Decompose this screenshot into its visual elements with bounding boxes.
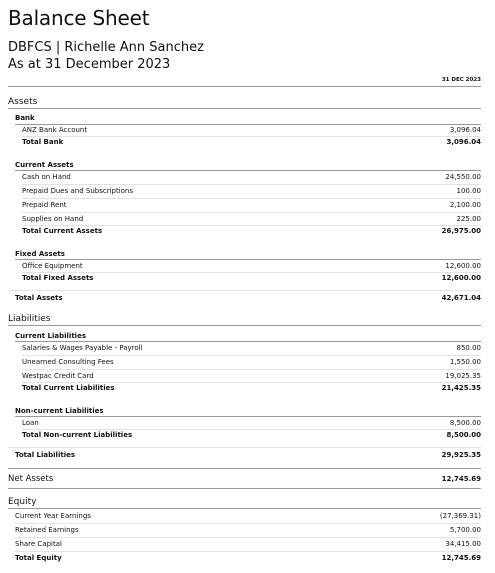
total-label: Total Assets <box>15 294 63 302</box>
organisation-name: DBFCS | Richelle Ann Sanchez <box>8 40 204 55</box>
account-row[interactable] <box>8 417 481 429</box>
total-row-current-liabilities <box>8 382 481 394</box>
total-row-assets <box>8 292 481 304</box>
total-label: Total Current Assets <box>22 227 103 235</box>
account-row[interactable] <box>8 356 481 368</box>
account-amount: 19,025.35 <box>445 372 481 380</box>
total-label: Total Equity <box>15 554 62 562</box>
account-amount: 24,550.00 <box>445 173 481 181</box>
account-amount: 225.00 <box>456 215 481 223</box>
total-divider <box>8 447 481 448</box>
group-label: Fixed Assets <box>15 250 65 258</box>
total-label: Total Non-current Liabilities <box>22 431 133 439</box>
account-amount: 8,500.00 <box>449 419 481 427</box>
account-amount: 3,096.04 <box>449 126 481 134</box>
account-row[interactable] <box>8 370 481 382</box>
total-amount: 8,500.00 <box>446 431 481 439</box>
report-title: Balance Sheet <box>8 6 150 30</box>
total-label: Total Bank <box>22 138 64 146</box>
section-divider <box>8 325 481 326</box>
net-assets-divider <box>8 468 481 469</box>
group-label: Current Assets <box>15 161 74 169</box>
net-assets-amount: 12,745.69 <box>441 475 481 483</box>
account-name: Westpac Credit Card <box>22 372 94 380</box>
total-amount: 12,600.00 <box>441 274 481 282</box>
account-name: Prepaid Rent <box>22 201 67 209</box>
account-name: Prepaid Dues and Subscriptions <box>22 187 134 195</box>
section-divider <box>8 508 481 509</box>
account-amount: 5,700.00 <box>449 526 481 534</box>
account-row[interactable] <box>8 342 481 354</box>
account-row[interactable] <box>8 538 481 550</box>
account-amount: 100.00 <box>456 187 481 195</box>
net-assets-divider <box>8 488 481 489</box>
report-date: As at 31 December 2023 <box>8 57 171 72</box>
section-label: Liabilities <box>8 314 51 324</box>
column-header-date: 31 DEC 2023 <box>441 77 481 83</box>
total-amount: 29,925.35 <box>441 451 481 459</box>
account-row[interactable] <box>8 171 481 183</box>
account-amount: 34,415.00 <box>445 540 481 548</box>
section-label: Assets <box>8 97 38 107</box>
account-name: Office Equipment <box>22 262 83 270</box>
section-divider <box>8 108 481 109</box>
net-assets-label: Net Assets <box>8 474 54 484</box>
account-name: Share Capital <box>15 540 62 548</box>
total-row-current-assets <box>8 225 481 237</box>
account-row[interactable] <box>8 524 481 536</box>
account-row[interactable] <box>8 199 481 211</box>
account-name: Salaries & Wages Payable - Payroll <box>22 344 143 352</box>
group-heading-bank <box>8 112 481 124</box>
total-row-liabilities <box>8 449 481 461</box>
account-name: Supplies on Hand <box>22 215 84 223</box>
total-row-equity <box>8 552 481 564</box>
total-row-fixed-assets <box>8 272 481 284</box>
account-name: Cash on Hand <box>22 173 71 181</box>
account-name: Retained Earnings <box>15 526 79 534</box>
group-label: Non-current Liabilities <box>15 407 104 415</box>
account-row[interactable] <box>8 185 481 197</box>
total-label: Total Liabilities <box>15 451 76 459</box>
total-amount: 21,425.35 <box>441 384 481 392</box>
header-divider <box>8 86 481 87</box>
total-row-bank <box>8 136 481 148</box>
account-row[interactable] <box>8 124 481 136</box>
total-label: Total Fixed Assets <box>22 274 94 282</box>
section-heading-liabilities <box>8 313 481 325</box>
account-name: Loan <box>22 419 39 427</box>
account-name: ANZ Bank Account <box>22 126 88 134</box>
total-amount: 42,671.04 <box>441 294 481 302</box>
section-heading-assets <box>8 96 481 108</box>
account-amount: (27,369.31) <box>439 512 481 520</box>
total-row-noncurrent-liabilities <box>8 429 481 441</box>
section-label: Equity <box>8 497 37 507</box>
total-divider <box>8 290 481 291</box>
total-amount: 3,096.04 <box>446 138 481 146</box>
account-name: Current Year Earnings <box>15 512 91 520</box>
account-amount: 2,100.00 <box>449 201 481 209</box>
section-heading-equity <box>8 496 481 508</box>
group-label: Current Liabilities <box>15 332 86 340</box>
account-amount: 850.00 <box>456 344 481 352</box>
account-amount: 12,600.00 <box>445 262 481 270</box>
account-amount: 1,550.00 <box>449 358 481 366</box>
account-row[interactable] <box>8 213 481 225</box>
account-name: Unearned Consulting Fees <box>22 358 114 366</box>
total-amount: 12,745.69 <box>441 554 481 562</box>
account-row[interactable] <box>8 510 481 522</box>
total-label: Total Current Liabilities <box>22 384 115 392</box>
net-assets-row <box>8 473 481 485</box>
group-label: Bank <box>15 114 35 122</box>
account-row[interactable] <box>8 260 481 272</box>
total-amount: 26,975.00 <box>441 227 481 235</box>
